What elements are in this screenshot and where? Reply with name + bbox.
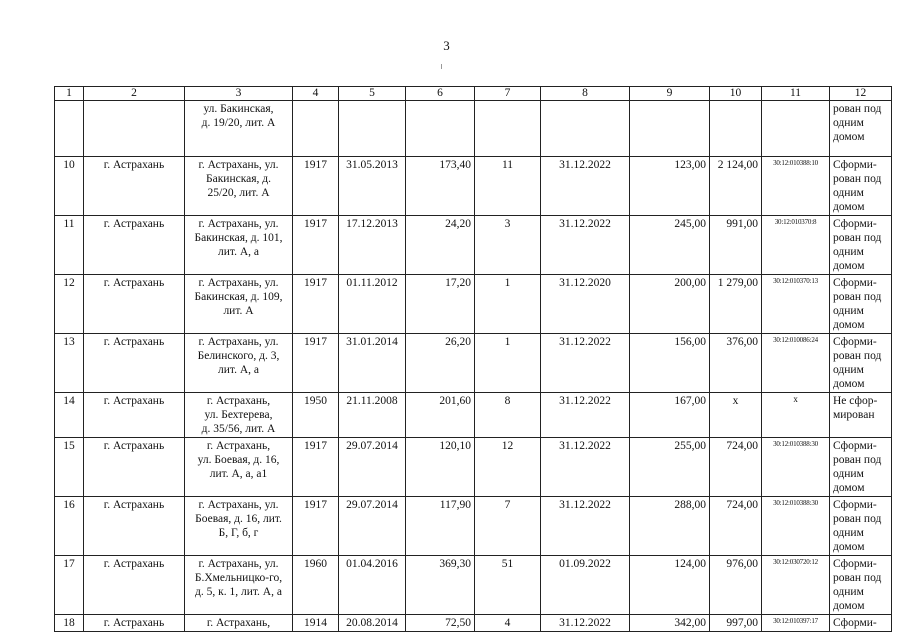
cell-date: 29.07.2014	[339, 497, 406, 556]
column-header-3: 3	[185, 87, 293, 101]
cell-row-number	[55, 101, 84, 157]
cell-row-number: 17	[55, 556, 84, 615]
cell-cadastral-number	[762, 101, 830, 157]
cell-row-number: 13	[55, 334, 84, 393]
cell-date: 17.12.2013	[339, 216, 406, 275]
cell-count: 7	[475, 497, 541, 556]
cell-value-1: 124,00	[630, 556, 710, 615]
cell-city: г. Астрахань	[84, 275, 185, 334]
table-row	[55, 556, 892, 615]
table-row	[55, 393, 892, 438]
cell-end-date: 31.12.2022	[541, 615, 630, 632]
cell-count: 8	[475, 393, 541, 438]
cell-cadastral-number: 30:12:010397:17	[762, 615, 830, 632]
table-row	[55, 275, 892, 334]
cell-land-status: Сформи- рован под одним домом	[830, 275, 892, 334]
cell-cadastral-number: 30:12:010086:24	[762, 334, 830, 393]
column-header-8: 8	[541, 87, 630, 101]
table-row	[55, 497, 892, 556]
cell-value-2: 997,00	[710, 615, 762, 632]
cell-year-built	[293, 101, 339, 157]
cell-area: 24,20	[406, 216, 475, 275]
cell-cadastral-number: 30:12:010370:8	[762, 216, 830, 275]
table-body	[55, 87, 892, 632]
column-header-11: 11	[762, 87, 830, 101]
cell-year-built: 1960	[293, 556, 339, 615]
cell-cadastral-number: 30:12:010388:10	[762, 157, 830, 216]
cell-row-number: 18	[55, 615, 84, 632]
page-number: 3	[443, 38, 450, 53]
cell-city: г. Астрахань	[84, 216, 185, 275]
table-row	[55, 157, 892, 216]
cell-value-2: 976,00	[710, 556, 762, 615]
cell-year-built: 1950	[293, 393, 339, 438]
cell-city	[84, 101, 185, 157]
cell-year-built: 1917	[293, 497, 339, 556]
cell-year-built: 1917	[293, 157, 339, 216]
cell-area: 173,40	[406, 157, 475, 216]
cell-land-status: Сформи- рован под одним домом	[830, 497, 892, 556]
cell-address: г. Астрахань, ул. Боевая, д. 16, лит. Б, Г, б, г	[185, 497, 293, 556]
cell-value-1	[630, 101, 710, 157]
column-header-10: 10	[710, 87, 762, 101]
cell-date: 01.11.2012	[339, 275, 406, 334]
cell-end-date: 31.12.2022	[541, 438, 630, 497]
cell-count: 11	[475, 157, 541, 216]
cell-date	[339, 101, 406, 157]
cell-row-number: 11	[55, 216, 84, 275]
cell-land-status: Сформи- рован под одним домом	[830, 216, 892, 275]
cell-count	[475, 101, 541, 157]
table-row	[55, 216, 892, 275]
cell-count: 51	[475, 556, 541, 615]
cell-row-number: 14	[55, 393, 84, 438]
cell-count: 1	[475, 275, 541, 334]
cell-area: 17,20	[406, 275, 475, 334]
cell-address: г. Астрахань, ул. Бехтерева, д. 35/56, лит. А	[185, 393, 293, 438]
cell-row-number: 10	[55, 157, 84, 216]
cell-area	[406, 101, 475, 157]
cell-year-built: 1917	[293, 438, 339, 497]
column-header-9: 9	[630, 87, 710, 101]
scan-mark	[441, 64, 442, 69]
column-header-1: 1	[55, 87, 84, 101]
column-header-7: 7	[475, 87, 541, 101]
cell-address: г. Астрахань, ул. Б.Хмельницко-го, д. 5, к. 1, лит. А, а	[185, 556, 293, 615]
table-header-row	[55, 87, 892, 101]
cell-land-status: Сформи- рован под одним домом	[830, 556, 892, 615]
cell-city: г. Астрахань	[84, 556, 185, 615]
cell-value-1: 288,00	[630, 497, 710, 556]
table-row	[55, 438, 892, 497]
cell-date: 01.04.2016	[339, 556, 406, 615]
cell-area: 369,30	[406, 556, 475, 615]
cell-city: г. Астрахань	[84, 438, 185, 497]
cell-value-1: 245,00	[630, 216, 710, 275]
cell-value-1: 255,00	[630, 438, 710, 497]
cell-city: г. Астрахань	[84, 393, 185, 438]
cell-address: г. Астрахань,	[185, 615, 293, 632]
cell-end-date: 01.09.2022	[541, 556, 630, 615]
cell-date: 29.07.2014	[339, 438, 406, 497]
cell-value-2: 724,00	[710, 497, 762, 556]
cell-date: 21.11.2008	[339, 393, 406, 438]
cell-end-date: 31.12.2020	[541, 275, 630, 334]
cell-year-built: 1914	[293, 615, 339, 632]
cell-city: г. Астрахань	[84, 615, 185, 632]
cell-land-status: Сформи- рован под одним домом	[830, 334, 892, 393]
column-header-6: 6	[406, 87, 475, 101]
cell-cadastral-number: 30:12:010388:30	[762, 497, 830, 556]
cell-year-built: 1917	[293, 216, 339, 275]
cell-land-status: Сформи-	[830, 615, 892, 632]
cell-row-number: 12	[55, 275, 84, 334]
cell-end-date: 31.12.2022	[541, 334, 630, 393]
cell-land-status: рован под одним домом	[830, 101, 892, 157]
cell-area: 117,90	[406, 497, 475, 556]
cell-end-date	[541, 101, 630, 157]
cell-value-2: 376,00	[710, 334, 762, 393]
cell-value-2: 2 124,00	[710, 157, 762, 216]
cell-land-status: Сформи- рован под одним домом	[830, 438, 892, 497]
cell-city: г. Астрахань	[84, 334, 185, 393]
cell-date: 31.05.2013	[339, 157, 406, 216]
cell-cadastral-number: 30:12:010388:30	[762, 438, 830, 497]
cell-value-1: 156,00	[630, 334, 710, 393]
cell-area: 120,10	[406, 438, 475, 497]
cell-count: 1	[475, 334, 541, 393]
cell-address: г. Астрахань, ул. Белинского, д. 3, лит. А, а	[185, 334, 293, 393]
cell-value-1: 123,00	[630, 157, 710, 216]
table-row	[55, 615, 892, 632]
cell-count: 3	[475, 216, 541, 275]
cell-end-date: 31.12.2022	[541, 393, 630, 438]
cell-address: г. Астрахань, ул. Бакинская, д. 101, лит. А, а	[185, 216, 293, 275]
cell-value-1: 342,00	[630, 615, 710, 632]
table-row	[55, 334, 892, 393]
cell-year-built: 1917	[293, 275, 339, 334]
cell-date: 31.01.2014	[339, 334, 406, 393]
cell-address: г. Астрахань, ул. Бакинская, д. 109, лит. А	[185, 275, 293, 334]
cell-date: 20.08.2014	[339, 615, 406, 632]
cell-land-status: Сформи- рован под одним домом	[830, 157, 892, 216]
cell-value-1: 167,00	[630, 393, 710, 438]
cell-land-status: Не сфор- мирован	[830, 393, 892, 438]
cell-area: 201,60	[406, 393, 475, 438]
cell-end-date: 31.12.2022	[541, 157, 630, 216]
cell-value-2	[710, 101, 762, 157]
cell-address: г. Астрахань, ул. Боевая, д. 16, лит. А, а, а1	[185, 438, 293, 497]
column-header-5: 5	[339, 87, 406, 101]
cell-row-number: 16	[55, 497, 84, 556]
column-header-12: 12	[830, 87, 892, 101]
cell-city: г. Астрахань	[84, 157, 185, 216]
table-row	[55, 101, 892, 157]
cell-year-built: 1917	[293, 334, 339, 393]
cell-count: 12	[475, 438, 541, 497]
cell-value-2: х	[710, 393, 762, 438]
column-header-4: 4	[293, 87, 339, 101]
cell-address: г. Астрахань, ул. Бакинская, д. 25/20, лит. А	[185, 157, 293, 216]
cell-row-number: 15	[55, 438, 84, 497]
cell-city: г. Астрахань	[84, 497, 185, 556]
cell-end-date: 31.12.2022	[541, 497, 630, 556]
registry-table	[54, 86, 892, 632]
cell-count: 4	[475, 615, 541, 632]
cell-value-2: 724,00	[710, 438, 762, 497]
cell-cadastral-number: 30:12:030720:12	[762, 556, 830, 615]
cell-cadastral-number: х	[762, 393, 830, 438]
cell-area: 72,50	[406, 615, 475, 632]
column-header-2: 2	[84, 87, 185, 101]
cell-area: 26,20	[406, 334, 475, 393]
cell-value-1: 200,00	[630, 275, 710, 334]
cell-value-2: 991,00	[710, 216, 762, 275]
cell-value-2: 1 279,00	[710, 275, 762, 334]
cell-cadastral-number: 30:12:010370:13	[762, 275, 830, 334]
cell-address: ул. Бакинская, д. 19/20, лит. А	[185, 101, 293, 157]
cell-end-date: 31.12.2022	[541, 216, 630, 275]
